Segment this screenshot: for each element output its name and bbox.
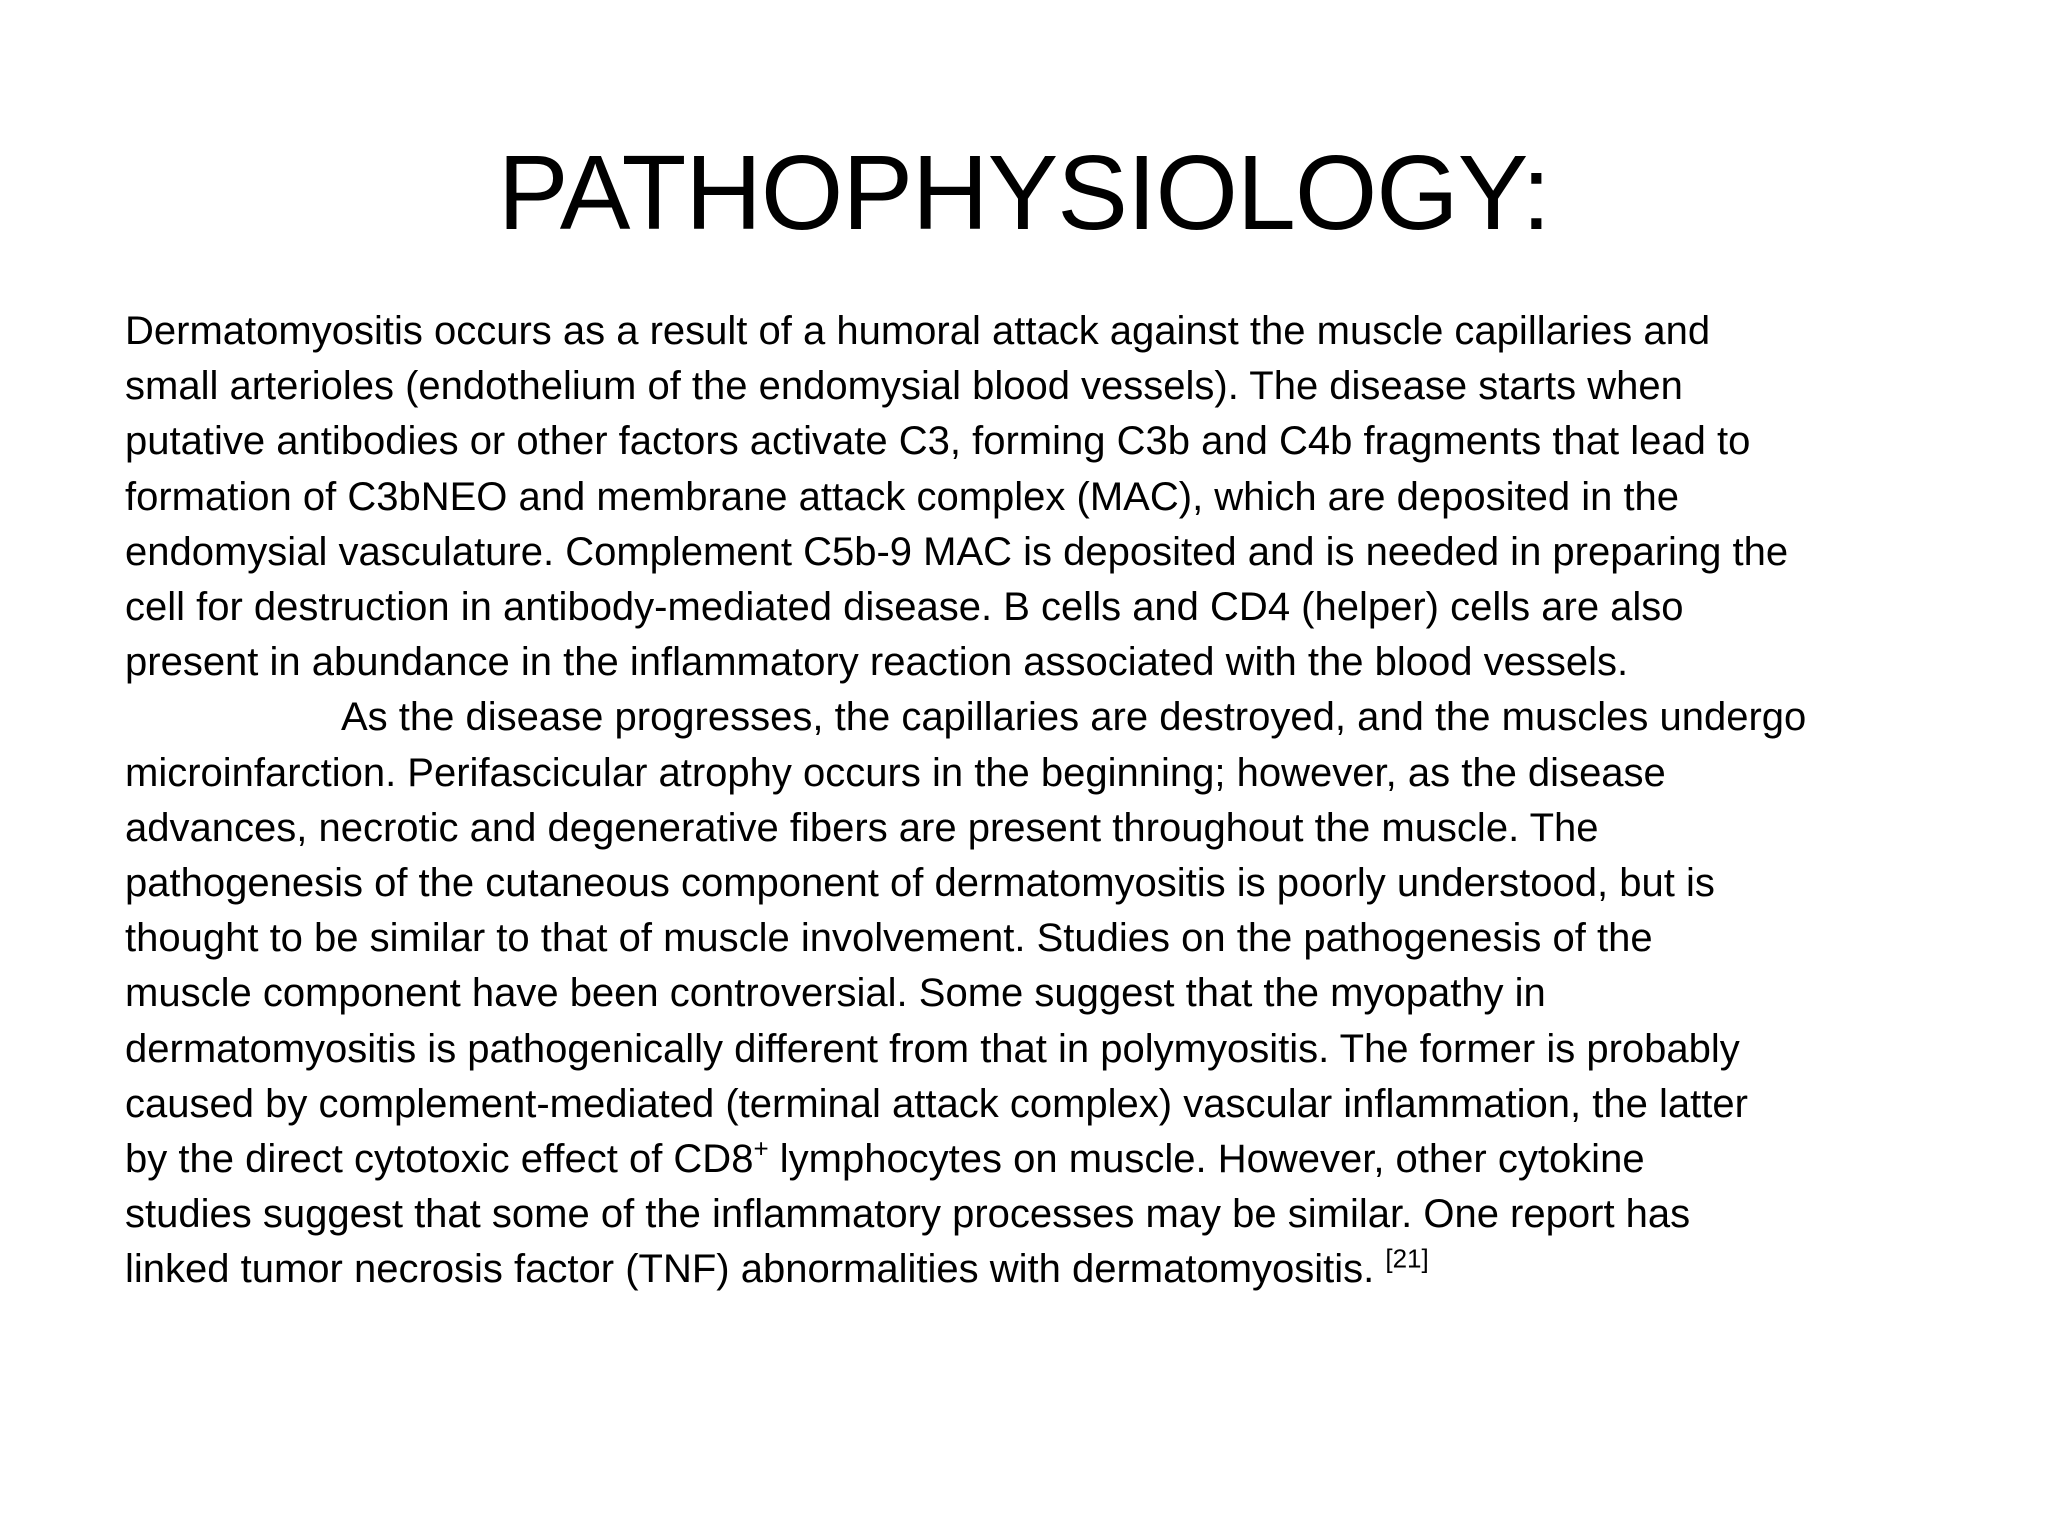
text-line: muscle component have been controversial. Some suggest that the myopathy in (125, 971, 1546, 1016)
text-line: small arterioles (endothelium of the endomysial blood vessels). The disease starts when (125, 364, 1683, 409)
text-line: dermatomyositis is pathogenically different from that in polymyositis. The former is probably (125, 1026, 1740, 1071)
text-line: studies suggest that some of the inflammatory processes may be similar. One report has (125, 1192, 1691, 1237)
cd8-text-before: by the direct cytotoxic effect of CD8 (125, 1137, 754, 1182)
text-line: caused by complement-mediated (terminal attack complex) vascular inflammation, the latter (125, 1081, 1748, 1126)
text-line: thought to be similar to that of muscle involvement. Studies on the pathogenesis of the (125, 916, 1653, 961)
text-line: endomysial vasculature. Complement C5b-9 MAC is deposited and is needed in preparing the (125, 529, 1789, 574)
body-text (125, 304, 1925, 1298)
text-line: Dermatomyositis occurs as a result of a humoral attack against the muscle capillaries and (125, 309, 1711, 353)
text-line: present in abundance in the inflammatory reaction associated with the blood vessels. (125, 640, 1629, 685)
text-line: formation of C3bNEO and membrane attack complex (MAC), which are deposited in the (125, 474, 1680, 519)
text-line: putative antibodies or other factors activate C3, forming C3b and C4b fragments that lead to (125, 419, 1751, 464)
cd8-text-after: lymphocytes on muscle. However, other cytokine (768, 1137, 1645, 1182)
cd8-superscript: + (753, 1133, 769, 1164)
text-line: advances, necrotic and degenerative fibers are present throughout the muscle. The (125, 805, 1599, 850)
last-line-text: linked tumor necrosis factor (TNF) abnormalities with dermatomyositis. (125, 1247, 1386, 1292)
text-line: microinfarction. Perifascicular atrophy occurs in the beginning; however, as the disease (125, 750, 1666, 795)
text-line-indented: As the disease progresses, the capillaries are destroyed, and the muscles undergo (341, 695, 1807, 740)
text-line: pathogenesis of the cutaneous component of dermatomyositis is poorly understood, but is (125, 861, 1715, 906)
text-line-cd8 (125, 1132, 1925, 1187)
text-line: cell for destruction in antibody-mediated disease. B cells and CD4 (helper) cells are also (125, 585, 1684, 630)
citation-reference: [21] (1385, 1244, 1429, 1275)
slide-title: PATHOPHYSIOLOGY: (497, 134, 1551, 252)
text-line-last (125, 1242, 1925, 1297)
